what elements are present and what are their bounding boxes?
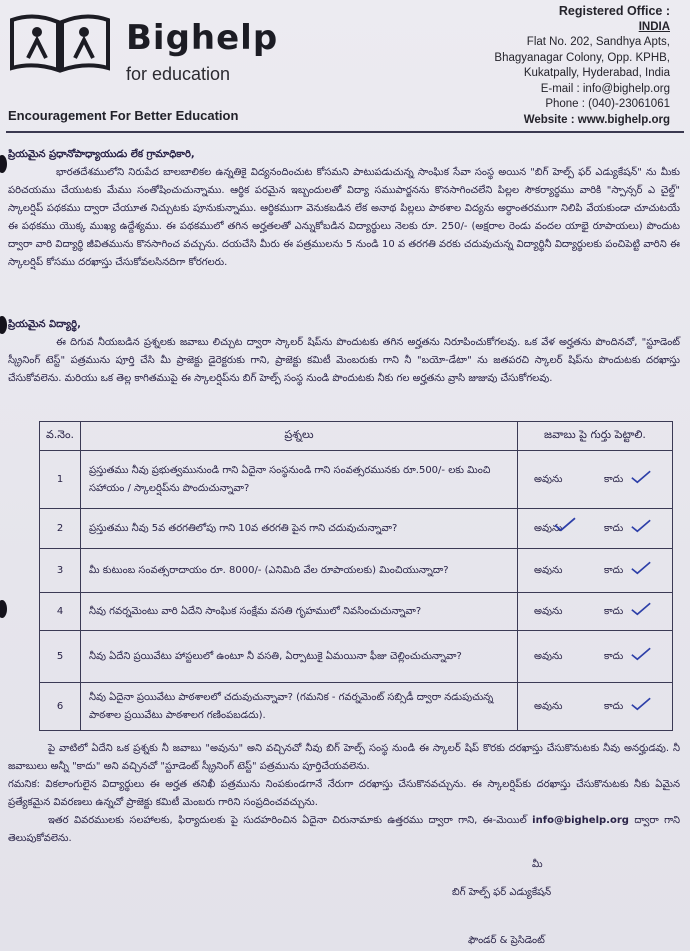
question-text: ప్రస్తుతము నీవు 5వ తరగతిలోపు గాని 10వ తరగతి పైన గాని చదువుచున్నావా?	[81, 509, 518, 549]
checkmark-icon	[630, 517, 652, 533]
answer-cell[interactable]	[518, 451, 673, 509]
greeting-student: ప్రియమైన విద్యార్థి,	[8, 319, 81, 330]
brand-name: Bighelp	[126, 18, 279, 58]
student-paragraph	[8, 334, 680, 388]
footer-section	[8, 740, 680, 848]
registered-office	[410, 4, 670, 128]
col-number-header: వ.నెం.	[40, 422, 81, 451]
letter-section-headmaster	[8, 146, 680, 272]
office-phone: Phone : (040)-23061061	[545, 98, 670, 110]
office-email: E-mail : info@bighelp.org	[540, 82, 670, 95]
table-header-row	[40, 422, 673, 451]
brand-logo	[8, 8, 279, 98]
question-text: మీ కుటుంబ సంవత్సరాదాయం రూ. 8000/- (ఎనిమిది వేల రూపాయలకు) మించియున్నాదా?	[81, 549, 518, 593]
answer-yes-option[interactable]: అవును	[534, 522, 563, 534]
office-address-line: Bhagyanagar Colony, Opp. KPHB,	[494, 51, 670, 64]
answer-cell[interactable]	[518, 631, 673, 683]
question-number: 3	[40, 549, 81, 593]
question-number: 6	[40, 683, 81, 731]
answer-cell[interactable]	[518, 593, 673, 631]
table-row	[40, 593, 673, 631]
table-row	[40, 631, 673, 683]
question-text: నీవు ఏదేని ప్రయివేటు హాస్టలులో ఉంటూ నీ వసతి, ఏర్పాటుకై ఏమయినా ఫీజు చెల్లించుచున్నావా?	[81, 631, 518, 683]
answer-no-option[interactable]: కాదు	[604, 522, 624, 534]
table-row	[40, 451, 673, 509]
eligibility-table	[39, 421, 673, 731]
answer-no-option[interactable]: కాదు	[604, 473, 624, 485]
contact-email-link[interactable]: info@bighelp.org	[532, 815, 629, 826]
contact-text: ఇతర వివరములకు సలహాలకు, ఫిర్యాదులకు పై సుదహరించిన ఏదైనా చిరునామాకు ఉత్తరము ద్వారా గాని, ఈ-మెయిల్	[48, 815, 527, 826]
question-text: ప్రస్తుతము నీవు ప్రభుత్వమునుండి గాని ఏదైనా సంస్థనుండి గాని సంవత్సరమునకు రూ.500/- లకు మించి సహాయం / స్కాలర్షిప్‌ను పొందుచున్నావా?	[81, 451, 518, 509]
question-text: నీవు ఏదైనా ప్రయివేటు పాఠశాలలో చదువుచున్నావా? (గమనిక - గవర్నమెంట్ సబ్సిడీ ద్వారా నడుపుచున్న పాఠశాల ప్రయివేటు పాఠశాలగ గణింపబడదు).	[81, 683, 518, 731]
header-divider	[6, 131, 684, 133]
signoff-title: ఫౌండర్ & ప్రెసిడెంట్	[468, 935, 545, 946]
checkmark-icon	[630, 559, 652, 575]
signoff-mee: మీ	[532, 859, 543, 870]
question-number: 5	[40, 631, 81, 683]
intro-text: భారతదేశములోని నిరుపేద బాలబాలికల ఉన్నతికై విద్యనందించుట కోసమని పాటుపడుచున్న సాంఘిక సేవా సంస్థ అయిన "బిగ్ హెల్ప్ ఫర్ ఎడ్యుకేషన్" ను మీకు పరిచయము చేయుటకు మేము సంతోషించుచున్నాము. ఆర్థిక పరమైన ఇబ్బందులతో విద్యా సముపార్జనను కొనసాగించలేని పిల్లల సౌకర్యార్థము వారికి "స్పాన్సర్ ఎ చైల్డ్" స్కాలర్షిప్ పథకము ద్వారా చేయూత నిచ్చుటకు పూనుకున్నాము. ఆర్థికముగా వెనుకబడిన లేక అనాథ పిల్లలు పాఠశాల విద్యను అర్ధాంతరముగా నిలిపి వేయకుండా చూచుటయే ఈ పథకము యొక్క ముఖ్య ఉద్దేశ్యము. ఈ పథకములో తగిన అర్హతలతో ఎన్నుకోబడిన విద్యార్థులు నెలకు రూ. 250/- (అక్షరాల రెండు వందల యాభై రూపాయలు) పొందుట ద్వారా వారి విద్యార్థి జీవితమును కొనసాగించ వచ్చును. దయచేసి మీరు ఈ పత్రములను 5 నుండి 10 వ తరగతి వరకు చదువుచున్న విద్యార్థినీ విద్యార్థులకు పంచిపెట్టి వారిని ఈ స్కాలర్షిప్ కోసము దరఖాస్తు చేసుకోవలసినదిగా కోరగలరు.	[8, 167, 680, 268]
answer-yes-option[interactable]: అవును	[534, 564, 563, 576]
intro-paragraph	[8, 164, 680, 272]
answer-no-option[interactable]: కాదు	[604, 700, 624, 712]
note-paragraph: గమనిక: వికలాంగులైన విద్యార్థులు ఈ అర్హత తనిఖీ పత్రమును నింపకుండగానే నేరుగా దరఖాస్తు చేసుకొనవచ్చును. ఈ స్కాలర్షిప్‌కు దరఖాస్తు చేసుకొనుటకు నీకు ఏమైన ప్రత్యేకమైన వివరణలు ఉన్నచో ప్రాజెక్టు కమిటీ మెంబరు గారిని సంప్రదించవచ్చును.	[8, 779, 680, 808]
answer-yes-option[interactable]: అవును	[534, 473, 563, 485]
tagline: Encouragement For Better Education	[8, 108, 239, 123]
answer-yes-option[interactable]: అవును	[534, 650, 563, 662]
table-row	[40, 683, 673, 731]
disqualify-text: పై వాటిలో ఏదేని ఒక ప్రశ్నకు నీ జవాబు "అవును" అని వచ్చినచో నీవు బిగ్ హెల్ప్ సంస్థ నుండి ఈ స్కాలర్ షిప్ కొరకు దరఖాస్తు చేసుకొనుటకు నీవు అనర్హుడవు. నీ జవాబులు అన్నీ "కాదు" అని వచ్చినచో "స్టూడెంట్ స్క్రీనింగ్ టెస్ట్" పత్రమును పూర్తిచేయవలెను.	[8, 743, 680, 772]
office-country: INDIA	[638, 20, 670, 33]
brand-subtitle: for education	[126, 64, 231, 84]
checkmark-icon	[630, 468, 652, 484]
office-website: Website : www.bighelp.org	[523, 113, 670, 126]
greeting-headmaster: ప్రియమైన ప్రధానోపాధ్యాయుడు లేక గ్రామాధికారి,	[8, 149, 195, 160]
letter-section-student	[8, 316, 680, 388]
checkmark-icon	[630, 600, 652, 616]
table-row	[40, 549, 673, 593]
book-logo-icon	[8, 10, 113, 78]
office-address-line: Flat No. 202, Sandhya Apts,	[526, 36, 670, 48]
answer-no-option[interactable]: కాదు	[604, 650, 624, 662]
checkmark-icon	[630, 695, 652, 711]
col-question-header: ప్రశ్నలు	[81, 422, 518, 451]
col-answer-header: జవాబు పై గుర్తు పెట్టాలి.	[518, 422, 673, 451]
question-number: 4	[40, 593, 81, 631]
checkmark-icon	[630, 645, 652, 661]
office-address-line: Kukatpally, Hyderabad, India	[523, 67, 670, 79]
answer-cell[interactable]	[518, 683, 673, 731]
signoff-organization: బిగ్ హెల్ప్ ఫర్ ఎడ్యుకేషన్	[452, 887, 552, 898]
disqualify-paragraph	[8, 740, 680, 776]
question-number: 2	[40, 509, 81, 549]
checkmark-icon	[552, 516, 578, 532]
answer-cell[interactable]	[518, 509, 673, 549]
contact-text-end: ద్వారా గాని తెలుపుకోవలెను.	[8, 815, 681, 844]
table-row	[40, 509, 673, 549]
answer-yes-option[interactable]: అవును	[534, 605, 563, 617]
answer-cell[interactable]	[518, 549, 673, 593]
answer-yes-option[interactable]: అవును	[534, 700, 563, 712]
answer-no-option[interactable]: కాదు	[604, 564, 624, 576]
office-title: Registered Office :	[558, 4, 670, 18]
contact-paragraph	[8, 812, 680, 848]
question-number: 1	[40, 451, 81, 509]
table-body	[40, 451, 673, 731]
question-text: నీవు గవర్నమెంటు వారి ఏదేని సాంఘిక సంక్షేమ వసతి గృహములో నివసించుచున్నావా?	[81, 593, 518, 631]
punch-hole	[0, 600, 7, 618]
punch-hole	[0, 155, 7, 173]
student-text: ఈ దిగువ నీయబడిన ప్రశ్నలకు జవాబు లిచ్చుట ద్వారా స్కాలర్ షిప్‌ను పొందుటకు తగిన అర్హతను నిరూపించుకోగలవు. ఒక వేళ అర్హతను పొందినచో, "స్టూడెంట్ స్క్రీనింగ్ టెస్ట్" పత్రమును పూర్తి చేసి మీ ప్రాజెక్టు డైరెక్టరుకు గాని, ప్రాజెక్టు కమిటీ మెంబరుకు గాని నీ "బయో-డేటా" ను జతపరచి స్కాలర్ షిప్‌ను పొందుటకు దరఖాస్తు చేసుకోవలెను. మరియు ఒక తెల్ల కాగితముపై ఈ స్కాలర్షిప్‌ను బిగ్ హెల్ప్ సంస్థ నుండి పొందుటకు నీకు గల అర్హతను వ్రాసి జుజువు చేసుకోగలవు.	[8, 337, 680, 384]
answer-no-option[interactable]: కాదు	[604, 605, 624, 617]
punch-hole	[0, 316, 7, 334]
